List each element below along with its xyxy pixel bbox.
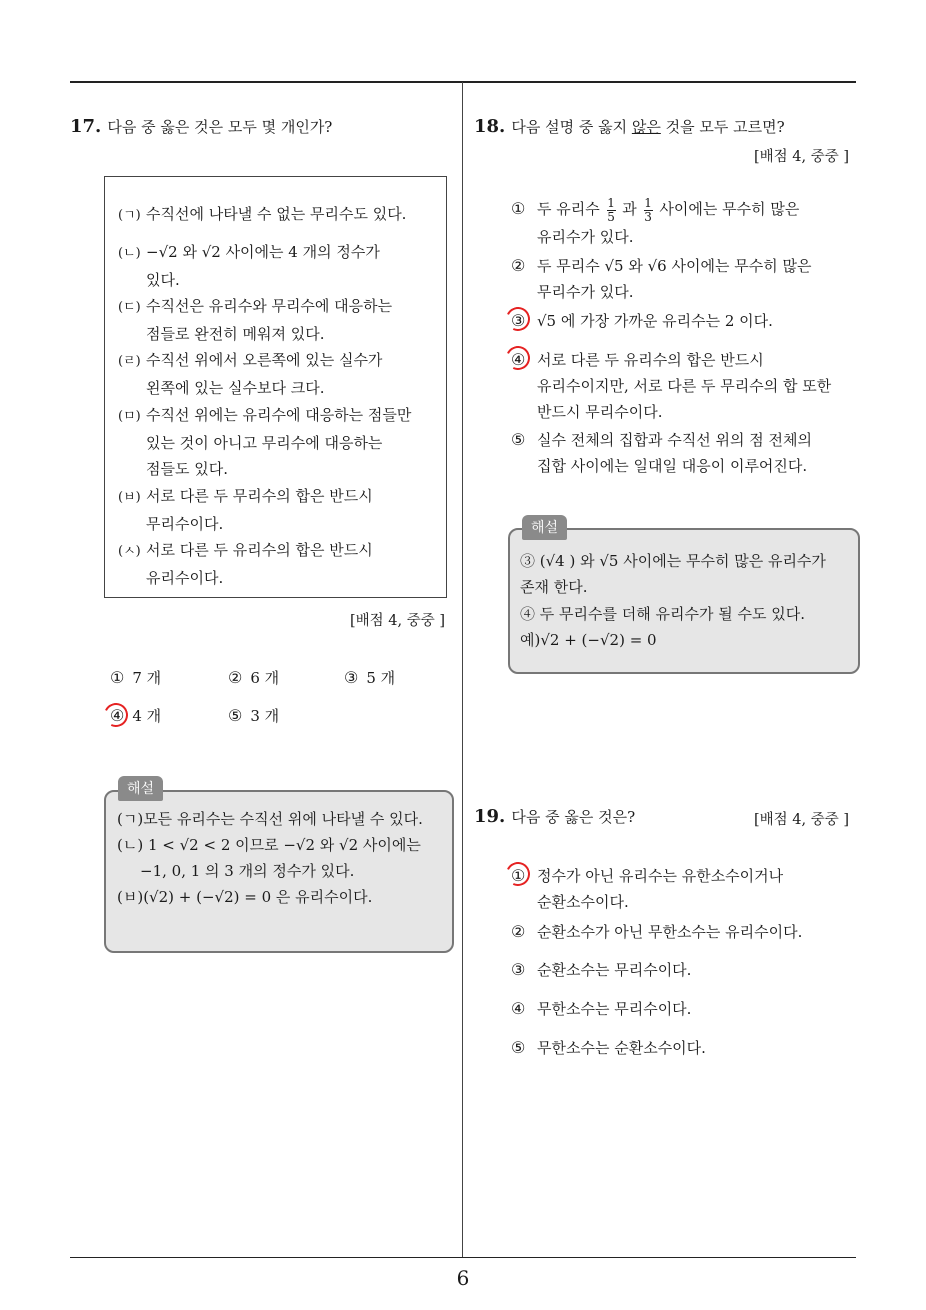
page-number: 6 [456,1266,470,1290]
q17-statement-5: (ㅁ) 수직선 위에는 유리수에 대응하는 점들만 있는 것이 아니고 무리수에 대응하는 점들도 있다. [118,406,412,478]
q18-option-2[interactable]: ② 두 무리수 √5 와 √6 사이에는 무수히 많은 무리수가 있다. [511,256,812,301]
q17-solution-line-2: (ㄴ) 1 < √2 < 2 이므로 −√2 와 √2 사이에는 [117,836,421,854]
q17-statement-6: (ㅂ) 서로 다른 두 무리수의 합은 반드시 무리수이다. [118,487,373,533]
fraction-one-fifth: $\frac{1}{5}$ [607,195,615,224]
q19-option-3[interactable]: ③ 순환소수는 무리수이다. [511,960,692,979]
q18-score: [배점 4, 중중 ] [754,149,850,165]
q17-solution-line-3: −1, 0, 1 의 3 개의 정수가 있다. [140,862,355,880]
q18-number: 18. [474,116,506,137]
q18-solution-tab: 해설 [522,515,567,540]
q17-solution-tab: 해설 [118,776,163,801]
q17-solution-line-4: (ㅂ)(√2) + (−√2) = 0 은 유리수이다. [117,888,373,906]
q17-statement-3: (ㄷ) 수직선은 유리수와 무리수에 대응하는 점들로 완전히 메워져 있다. [118,297,393,343]
q18-solution-line-1: ③ (√4 ) 와 √5 사이에는 무수히 많은 유리수가 [520,552,826,570]
q18-option-5[interactable]: ⑤ 실수 전체의 집합과 수직선 위의 점 전체의 집합 사이에는 일대일 대응이 이루어진다. [511,430,812,475]
q17-choice-4[interactable]: ④ 4 개 [110,706,162,725]
q17-choice-1[interactable]: ① 7 개 [110,668,162,687]
q18-solution-line-2: 존재 한다. [520,578,588,596]
q17-statement-1: (ㄱ) 수직선에 나타낼 수 없는 무리수도 있다. [118,205,407,223]
q18-solution-line-3: ④ 두 무리수를 더해 유리수가 될 수도 있다. [520,605,805,623]
q19-option-1[interactable]: ① 정수가 아닌 유리수는 유한소수이거나 순환소수이다. [511,866,784,911]
q18-title-underlined: 않은 [631,118,661,136]
column-divider [462,82,463,1258]
q17-score: [배점 4, 중중 ] [350,613,446,629]
q17-title [70,116,332,137]
bottom-rule [70,1257,856,1258]
q19-option-4[interactable]: ④ 무한소수는 무리수이다. [511,999,692,1018]
q17-choice-3[interactable]: ③ 5 개 [344,668,396,687]
q18-solution-line-4: 예)√2 + (−√2) = 0 [520,631,657,649]
q19-title: 19. 다음 중 옳은 것은? [474,806,636,827]
q19-score: [배점 4, 중중 ] [754,812,850,828]
q17-statement-4: (ㄹ) 수직선 위에서 오른쪽에 있는 실수가 왼쪽에 있는 실수보다 크다. [118,351,383,397]
q19-option-5[interactable]: ⑤ 무한소수는 순환소수이다. [511,1038,706,1057]
q19-number: 19. [474,806,506,827]
q18-option-1[interactable]: ① 두 유리수 $\frac{1}{5}$ 과 $\frac{1}{3}$ 사이에는 무수히 많은 유리수가 있다. [511,195,800,246]
top-rule [70,81,856,83]
q19-option-2[interactable]: ② 순환소수가 아닌 무한소수는 유리수이다. [511,922,803,941]
q17-choice-5[interactable]: ⑤ 3 개 [228,706,280,725]
q17-title-text: 다음 중 옳은 것은 모두 몇 개인가? [107,118,333,136]
q17-choice-2[interactable]: ② 6 개 [228,668,280,687]
q17-statement-2: (ㄴ) −√2 와 √2 사이에는 4 개의 정수가 있다. [118,243,380,289]
q18-option-3[interactable]: ③ √5 에 가장 가까운 유리수는 2 이다. [511,311,773,330]
q17-statement-7: (ㅅ) 서로 다른 두 유리수의 합은 반드시 유리수이다. [118,541,373,587]
q18-title: 18. 다음 설명 중 옳지 않은 것을 모두 고르면? [474,116,785,137]
q18-option-4[interactable]: ④ 서로 다른 두 유리수의 합은 반드시 유리수이지만, 서로 다른 두 무리수의 합 또한 반드시 무리수이다. [511,350,832,421]
fraction-one-third: $\frac{1}{3}$ [644,195,652,224]
q17-number: 17. [70,116,102,137]
q17-solution-line-1: (ㄱ)모든 유리수는 수직선 위에 나타낼 수 있다. [117,810,423,828]
